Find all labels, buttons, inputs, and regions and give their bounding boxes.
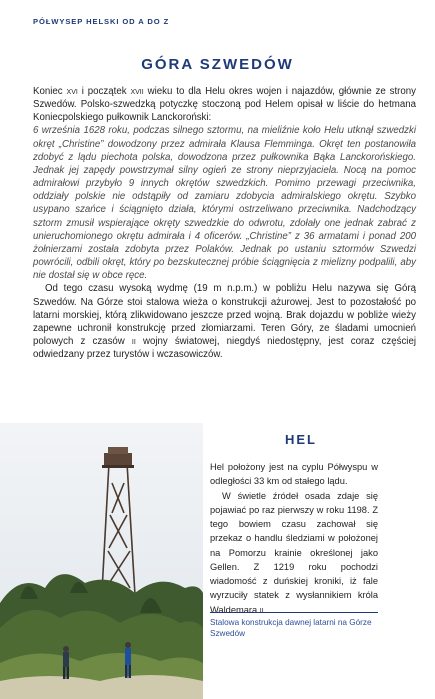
hel-section-title: HEL xyxy=(285,432,317,447)
closing-paragraph: Od tego czasu wysoką wydmę (19 m n.p.m.) w pobliżu Helu nazywa się Górą Szwedów. Na Górze stoi stalowa wieża o konstrukcji ażurowej. Jest to pozostałość po latarni morskiej, którą zlikwidowano jeszcze przed wojną. Brak dojazdu w pobliże wieży zapewne uchronił konstrukcję przed złomiarzami. Teren Góry, ze śladami umocnień polowych z czasów ii wojny światowej, niegdyś niedostępny, jest coraz częściej odwiedzany przez turystów i wczasowiczów. xyxy=(33,283,416,361)
hel-paragraph-1: Hel położony jest na cyplu Półwyspu w odległości 33 km od stałego lądu. xyxy=(210,462,378,487)
main-text-column xyxy=(33,85,416,361)
section-title: GÓRA SZWEDÓW xyxy=(141,56,294,73)
lighthouse-photo xyxy=(0,423,203,699)
caption-divider xyxy=(210,612,378,613)
intro-paragraph: Koniec xvi i początek xvii wieku to dla Helu okres wojen i najazdów, głównie ze strony Szwedów. Polsko-szwedzką potyczkę stoczoną pod Helem opisał w liście do hetmana Koniecpolskiego pułkownik Lanckoroński: xyxy=(33,86,417,124)
hel-paragraph-2: W świetle źródeł osada zdaje się pojawiać po raz pierwszy w roku 1198. Z tego bowiem czasu zachował się przekaz o handlu śledziami w położonej na Pomorzu krainie określonej jako Gellen. Z 1219 roku pochodzi wiadomość z duńskiej kroniki, iż fale wyrzuciły statek z wysłannikiem króla Waldemara ii xyxy=(210,490,378,615)
photo-caption: Stalowa konstrukcja dawnej latarni na Górze Szwedów xyxy=(210,618,372,639)
running-head: PÓŁWYSEP HELSKI OD A DO Z xyxy=(33,17,170,26)
historical-quote: 6 września 1628 roku, podczas silnego sztormu, na mieliźnie koło Helu utknął szwedzki okręt „Christine” dowodzony przez admirała Klausa Flemminga. Okręt ten postanowiła zdobyć z lądu piechota polska, dowodzona przez pułkownika Bąka Lanckorońskiego. Jednak jej zapędy powstrzymał silny ogień ze strony nieprzyjaciela. Nocą na pomoc admirałowi przybyło 9 innych okrętów szwedzkich. Pomimo przewagi przeciwnika, oddziały polskie nie odstąpiły od zamiaru zdobycia admiralskiego okrętu. Szybko usypano szańce i ściągnięto działa, którymi ostrzeliwano przeciwnika. Nadchodzący sztorm zmusił wspierające okręty szwedzkie do odwrotu, zdołały one jednak zabrać z unieruchomionego okrętu admirała i 4 oficerów. „Christine” z 36 armatami i ponad 200 żołnierzami została zdobyta przez Polaków. Jednak po ustaniu sztormów Szwedzi powrócili, odbili okręt, który po bezskutecznej próbie ściągnięcia z mielizny podpalili, aby nie dostał się w obce ręce. xyxy=(33,125,416,282)
hel-text-column xyxy=(210,460,378,617)
